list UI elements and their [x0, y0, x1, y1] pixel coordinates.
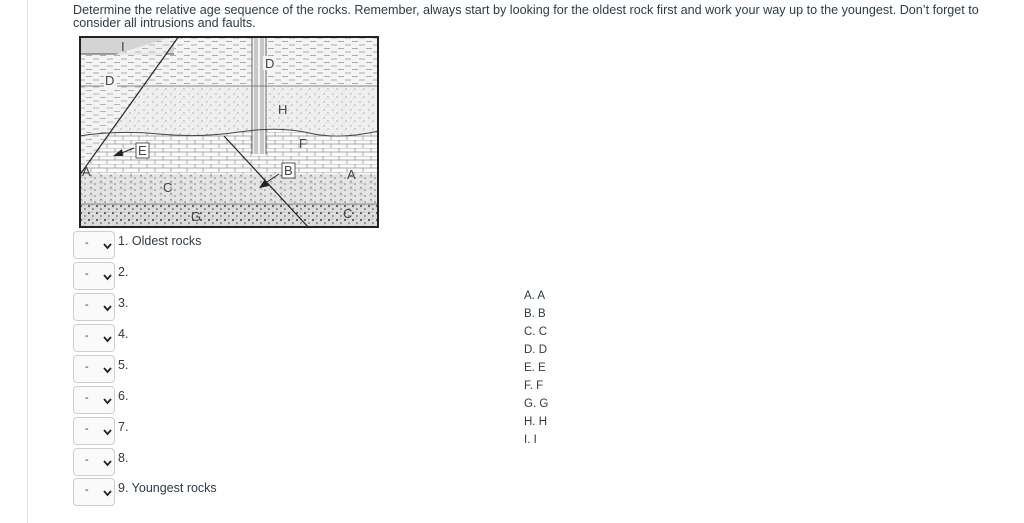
label-c-right: C: [343, 206, 353, 221]
question-instructions: Determine the relative age sequence of the rocks. Remember, always start by looking for the oldest rock first and work your way up to the youngest. Don’t forget to consider all intrusions and faults.: [73, 3, 979, 30]
label-e: E: [138, 143, 147, 158]
chevron-down-icon: [103, 459, 112, 467]
choice-b: B. B: [524, 308, 546, 320]
choice-h: H. H: [524, 416, 547, 428]
sequence-label-5: 5.: [118, 358, 129, 372]
select-value: -: [85, 268, 89, 280]
chevron-down-icon: [103, 489, 112, 497]
sequence-label-1: 1. Oldest rocks: [118, 234, 202, 248]
sequence-select-4[interactable]: [73, 324, 115, 352]
select-value: -: [85, 423, 89, 435]
rock-layers-diagram: [79, 36, 379, 228]
sequence-select-9[interactable]: [73, 478, 115, 506]
sequence-select-8[interactable]: [73, 448, 115, 476]
select-value: -: [85, 237, 89, 249]
sequence-label-6: 6.: [118, 389, 129, 403]
chevron-down-icon: [103, 397, 112, 405]
select-value: -: [85, 392, 89, 404]
label-i: I: [121, 39, 125, 54]
label-a-right: A: [347, 167, 356, 182]
sequence-select-2[interactable]: [73, 262, 115, 290]
sequence-select-6[interactable]: [73, 386, 115, 414]
chevron-down-icon: [103, 304, 112, 312]
label-a-left: A: [82, 164, 91, 179]
sequence-select-7[interactable]: [73, 417, 115, 445]
choice-d: D. D: [524, 344, 547, 356]
label-d-upper: D: [265, 56, 275, 71]
left-divider: [27, 0, 28, 523]
choice-i: I. I: [524, 434, 537, 446]
label-b: B: [284, 163, 293, 178]
label-c-left: C: [163, 180, 173, 195]
chevron-down-icon: [103, 242, 112, 250]
sequence-label-3: 3.: [118, 296, 129, 310]
sequence-label-2: 2.: [118, 265, 129, 279]
select-value: -: [85, 361, 89, 373]
chevron-down-icon: [103, 366, 112, 374]
label-h: H: [278, 102, 288, 117]
sequence-label-4: 4.: [118, 327, 129, 341]
label-g: G: [191, 209, 202, 224]
choice-f: F. F: [524, 380, 544, 392]
select-value: -: [85, 299, 89, 311]
label-f: F: [299, 136, 307, 151]
choice-e: E. E: [524, 362, 546, 374]
chevron-down-icon: [103, 428, 112, 436]
sequence-select-3[interactable]: [73, 293, 115, 321]
select-value: -: [85, 330, 89, 342]
sequence-select-1[interactable]: [73, 231, 115, 259]
label-d-lower: D: [105, 73, 115, 88]
select-value: -: [85, 484, 89, 496]
rock-layers-svg: [79, 36, 379, 228]
sequence-label-7: 7.: [118, 420, 129, 434]
sequence-label-9: 9. Youngest rocks: [118, 481, 217, 495]
chevron-down-icon: [103, 335, 112, 343]
chevron-down-icon: [103, 273, 112, 281]
sequence-label-8: 8.: [118, 451, 129, 465]
choice-a: A. A: [524, 290, 546, 302]
choice-c: C. C: [524, 326, 547, 338]
select-value: -: [85, 454, 89, 466]
answer-choices: [524, 290, 548, 452]
sequence-select-5[interactable]: [73, 355, 115, 383]
choice-g: G. G: [524, 398, 549, 410]
